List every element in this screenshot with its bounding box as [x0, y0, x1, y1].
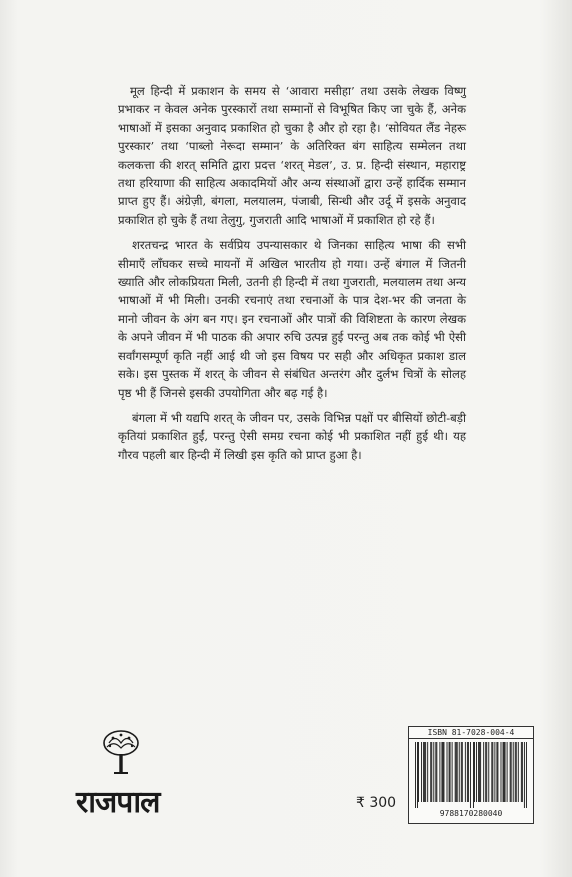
barcode-bar	[465, 742, 466, 802]
barcode-bar	[421, 742, 422, 802]
barcode-bar	[461, 742, 462, 802]
barcode-bar	[457, 742, 458, 802]
barcode-bar	[507, 742, 508, 802]
barcode	[415, 742, 527, 808]
isbn-label: ISBN 81-7028-004-4	[409, 728, 533, 739]
barcode-bar	[435, 742, 436, 802]
barcode-bar	[442, 742, 443, 802]
blurb-paragraph-1: मूल हिन्दी में प्रकाशन के समय से ‘आवारा मसीहा’ तथा उसके लेखक विष्णु प्रभाकर न केवल अनेक पुरस्कारों तथा सम्मानों से विभूषित किए जा चुके हैं, अनेक भाषाओं में इसका अनुवाद प्रकाशित हो चुका है और हो रहा है। ‘सोवियत लैंड नेहरू पुरस्कार’ तथा ‘पाब्लो नेरूदा सम्मान’ के अतिरिक्त बंग साहित्य सम्मेलन तथा कलकत्ता की शरत् समिति द्वारा प्रदत्त ‘शरत् मेडल’, उ. प्र. हिन्दी संस्थान, महाराष्ट्र तथा हरियाणा की साहित्य अकादमियों और अन्य संस्थाओं द्वारा उन्हें हार्दिक सम्मान प्राप्त हुए हैं। अंग्रेज़ी, बंगला, मलयालम, पंजाबी, सिन्धी और उर्दू में इसके अनुवाद प्रकाशित हो चुके हैं तथा तेलुगु, गुजराती आदि भाषाओं में प्रकाशित हो रहे हैं।	[118, 84, 466, 227]
barcode-bar	[511, 742, 512, 802]
barcode-bar	[488, 742, 489, 802]
publisher-name: राजपाल	[76, 785, 160, 820]
barcode-bar	[467, 742, 468, 802]
barcode-bar	[504, 742, 505, 802]
barcode-bar	[418, 742, 419, 802]
publisher-logo	[76, 730, 186, 820]
barcode-bar	[430, 742, 431, 802]
blurb-text	[118, 82, 466, 471]
barcode-bar	[447, 742, 448, 802]
barcode-bar	[415, 742, 416, 808]
barcode-bar	[476, 742, 477, 802]
barcode-bar	[427, 742, 428, 802]
barcode-bar	[526, 742, 527, 808]
barcode-bar	[485, 742, 486, 802]
barcode-bar	[433, 742, 434, 802]
barcode-bar	[444, 742, 445, 802]
barcode-bar	[470, 742, 471, 808]
barcode-bar	[468, 742, 469, 802]
barcode-bar	[456, 742, 457, 802]
barcode-bar	[491, 742, 492, 802]
barcode-bar	[431, 742, 432, 802]
barcode-bar	[474, 742, 475, 802]
barcode-bar	[483, 742, 484, 802]
barcode-bar	[505, 742, 506, 802]
barcode-bar	[459, 742, 460, 802]
barcode-bar	[462, 742, 463, 802]
barcode-bar	[518, 742, 519, 802]
barcode-bar	[524, 742, 525, 808]
barcode-bar	[441, 742, 442, 802]
barcode-bar	[522, 742, 523, 802]
barcode-bar	[486, 742, 487, 802]
price: ₹ 300	[356, 795, 397, 811]
barcode-bar	[510, 742, 511, 802]
isbn-barcode-box	[408, 726, 534, 824]
barcode-bar	[455, 742, 456, 802]
barcode-bar	[425, 742, 426, 802]
barcode-bar	[436, 742, 437, 802]
barcode-bar	[450, 742, 451, 802]
tree-icon	[101, 730, 141, 776]
barcode-bar	[521, 742, 522, 802]
barcode-bar	[423, 742, 424, 802]
barcode-bar	[496, 742, 497, 802]
blurb-paragraph-3: बंगला में भी यद्यपि शरत् के जीवन पर, उसके विभिन्न पक्षों पर बीसियों छोटी-बड़ी कृतियां प्रकाशित हुईं, परन्तु ऐसी समग्र रचना कोई भी प्रकाशित नहीं हुई थी। यह गौरव पहली बार हिन्दी में लिखी इस कृति को प्राप्त हुआ है।	[118, 410, 466, 462]
barcode-bar	[452, 742, 453, 802]
barcode-digits: 9788170280040	[439, 809, 503, 818]
barcode-bar	[479, 742, 480, 802]
barcode-bar	[513, 742, 514, 802]
barcode-bar	[516, 742, 517, 802]
barcode-bar	[424, 742, 425, 802]
barcode-bar	[439, 742, 440, 802]
barcode-bar	[478, 742, 479, 802]
barcode-bar	[417, 742, 418, 808]
barcode-bar	[473, 742, 474, 808]
barcode-bar	[515, 742, 516, 802]
barcode-bar	[501, 742, 502, 802]
barcode-bar	[497, 742, 498, 802]
barcode-bar	[503, 742, 504, 802]
barcode-bar	[449, 742, 450, 802]
barcode-bar	[492, 742, 493, 802]
blurb-paragraph-2: शरतचन्द्र भारत के सर्वप्रिय उपन्यासकार थे जिनका साहित्य भाषा की सभी सीमाएँ लाँघकर सच्चे मायनों में अखिल भारतीय हो गया। उन्हें बंगाल में जितनी ख्याति और लोकप्रियता मिली, उतनी ही हिन्दी में तथा गुजराती, मलयालम तथा अन्य भाषाओं में भी मिली। उनकी रचनाएं तथा रचनाओं के पात्र देश-भर की जनता के मानो जीवन के अंग बन गए। इन रचनाओं और पात्रों की विशिष्टता के कारण लेखक के अपने जीवन में भी पाठक की अपार रुचि उत्पन्न हुई परन्तु अब तक कोई भी ऐसी सर्वांगसम्पूर्ण कृति नहीं आई थी जो इस विषय पर सही और अधिकृत प्रकाश डाल सके। इस पुस्तक में शरत् के जीवन से संबंधित अन्तरंग और दुर्लभ चित्रों के सोलह पृष्ठ भी हैं जिनसे इसकी उपयोगिता और बढ़ गई है।	[118, 238, 466, 400]
barcode-bar	[494, 742, 495, 802]
barcode-bar	[480, 742, 481, 802]
